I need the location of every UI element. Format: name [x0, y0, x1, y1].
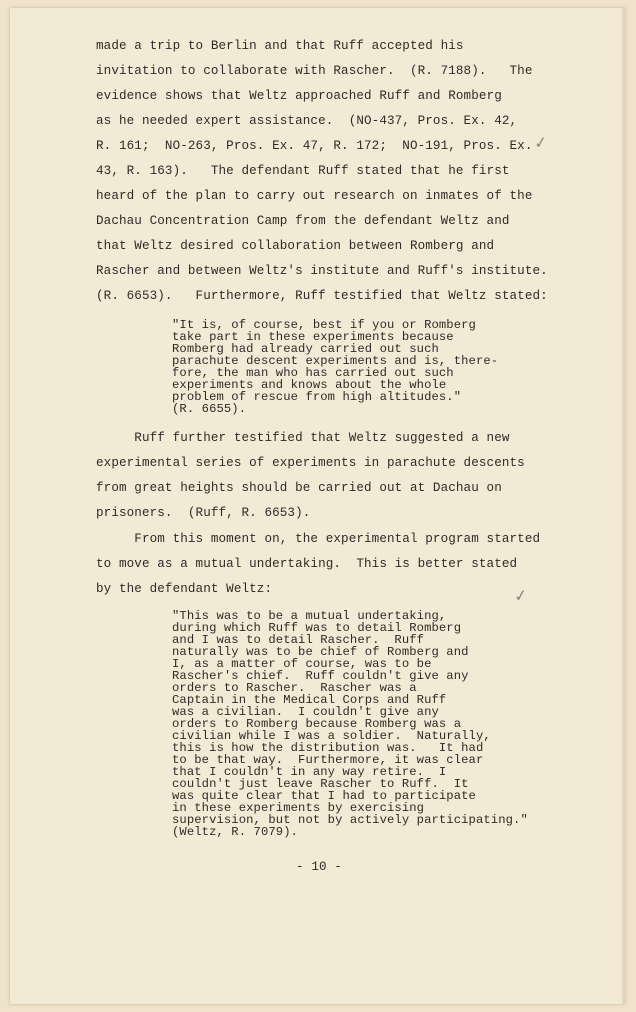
paragraph-3-line: by the defendant Weltz:	[96, 582, 273, 596]
paragraph-2-line: Ruff further testified that Weltz suggested a new	[96, 431, 510, 445]
paragraph-1-line: Rascher and between Weltz's institute and Ruff's institute.	[96, 264, 548, 278]
quote-2-line: was a civilian. I couldn't give any	[172, 705, 439, 719]
quote-1-line: (R. 6655).	[172, 402, 247, 416]
quote-2-line: naturally was to be chief of Romberg and	[172, 645, 469, 659]
paragraph-1-line: 43, R. 163). The defendant Ruff stated that he first	[96, 164, 510, 178]
quote-2-line: (Weltz, R. 7079).	[172, 825, 299, 839]
paragraph-1-line: as he needed expert assistance. (NO-437, Pros. Ex. 42,	[96, 114, 518, 128]
document-page	[10, 8, 625, 1004]
paragraph-2-line: from great heights should be carried out at Dachau on	[96, 481, 502, 495]
check-mark-icon: ✓	[532, 132, 549, 153]
paragraph-1-line: evidence shows that Weltz approached Ruff and Romberg	[96, 89, 502, 103]
quote-2-line: that I couldn't in any way retire. I	[172, 765, 447, 779]
quote-1-line: fore, the man who has carried out such	[172, 366, 454, 380]
quote-2-line: orders to Rascher. Rascher was a	[172, 681, 417, 695]
quote-1-line: take part in these experiments because	[172, 330, 454, 344]
quote-2-line: orders to Romberg because Romberg was a	[172, 717, 462, 731]
quote-2-line: during which Ruff was to detail Romberg	[172, 621, 462, 635]
paragraph-2-line: experimental series of experiments in parachute descents	[96, 456, 525, 470]
quote-2-line: in these experiments by exercising	[172, 801, 425, 815]
quote-1-line: Romberg had already carried out such	[172, 342, 439, 356]
quote-2-line: "This was to be a mutual undertaking,	[172, 609, 447, 623]
quote-2-line: was quite clear that I had to participate	[172, 789, 476, 803]
page-number: - 10 -	[296, 860, 342, 874]
paragraph-1-line: that Weltz desired collaboration between Romberg and	[96, 239, 495, 253]
paragraph-1-line: made a trip to Berlin and that Ruff accepted his	[96, 39, 464, 53]
paragraph-1-line: R. 161; NO-263, Pros. Ex. 47, R. 172; NO-191, Pros. Ex.	[96, 139, 533, 153]
quote-2-line: this is how the distribution was. It had	[172, 741, 484, 755]
quote-2-line: and I was to detail Rascher. Ruff	[172, 633, 425, 647]
paragraph-3-line: From this moment on, the experimental program started	[96, 532, 541, 546]
paragraph-1-line: Dachau Concentration Camp from the defendant Weltz and	[96, 214, 510, 228]
quote-1-line: problem of rescue from high altitudes."	[172, 390, 462, 404]
paragraph-3-line: to move as a mutual undertaking. This is better stated	[96, 557, 518, 571]
quote-2-line: to be that way. Furthermore, it was clear	[172, 753, 484, 767]
paragraph-1-line: (R. 6653). Furthermore, Ruff testified that Weltz stated:	[96, 289, 548, 303]
quote-1-line: parachute descent experiments and is, there-	[172, 354, 499, 368]
paragraph-1-line: heard of the plan to carry out research on inmates of the	[96, 189, 533, 203]
check-mark-icon: ✓	[512, 585, 529, 606]
quote-2-line: couldn't just leave Rascher to Ruff. It	[172, 777, 469, 791]
quote-2-line: Rascher's chief. Ruff couldn't give any	[172, 669, 469, 683]
paragraph-2-line: prisoners. (Ruff, R. 6653).	[96, 506, 311, 520]
quote-1-line: "It is, of course, best if you or Romberg	[172, 318, 476, 332]
quote-2-line: civilian while I was a soldier. Naturally,	[172, 729, 491, 743]
quote-2-line: I, as a matter of course, was to be	[172, 657, 432, 671]
quote-2-line: Captain in the Medical Corps and Ruff	[172, 693, 447, 707]
quote-2-line: supervision, but not by actively participating."	[172, 813, 528, 827]
quote-1-line: experiments and knows about the whole	[172, 378, 447, 392]
paragraph-1-line: invitation to collaborate with Rascher. (R. 7188). The	[96, 64, 533, 78]
